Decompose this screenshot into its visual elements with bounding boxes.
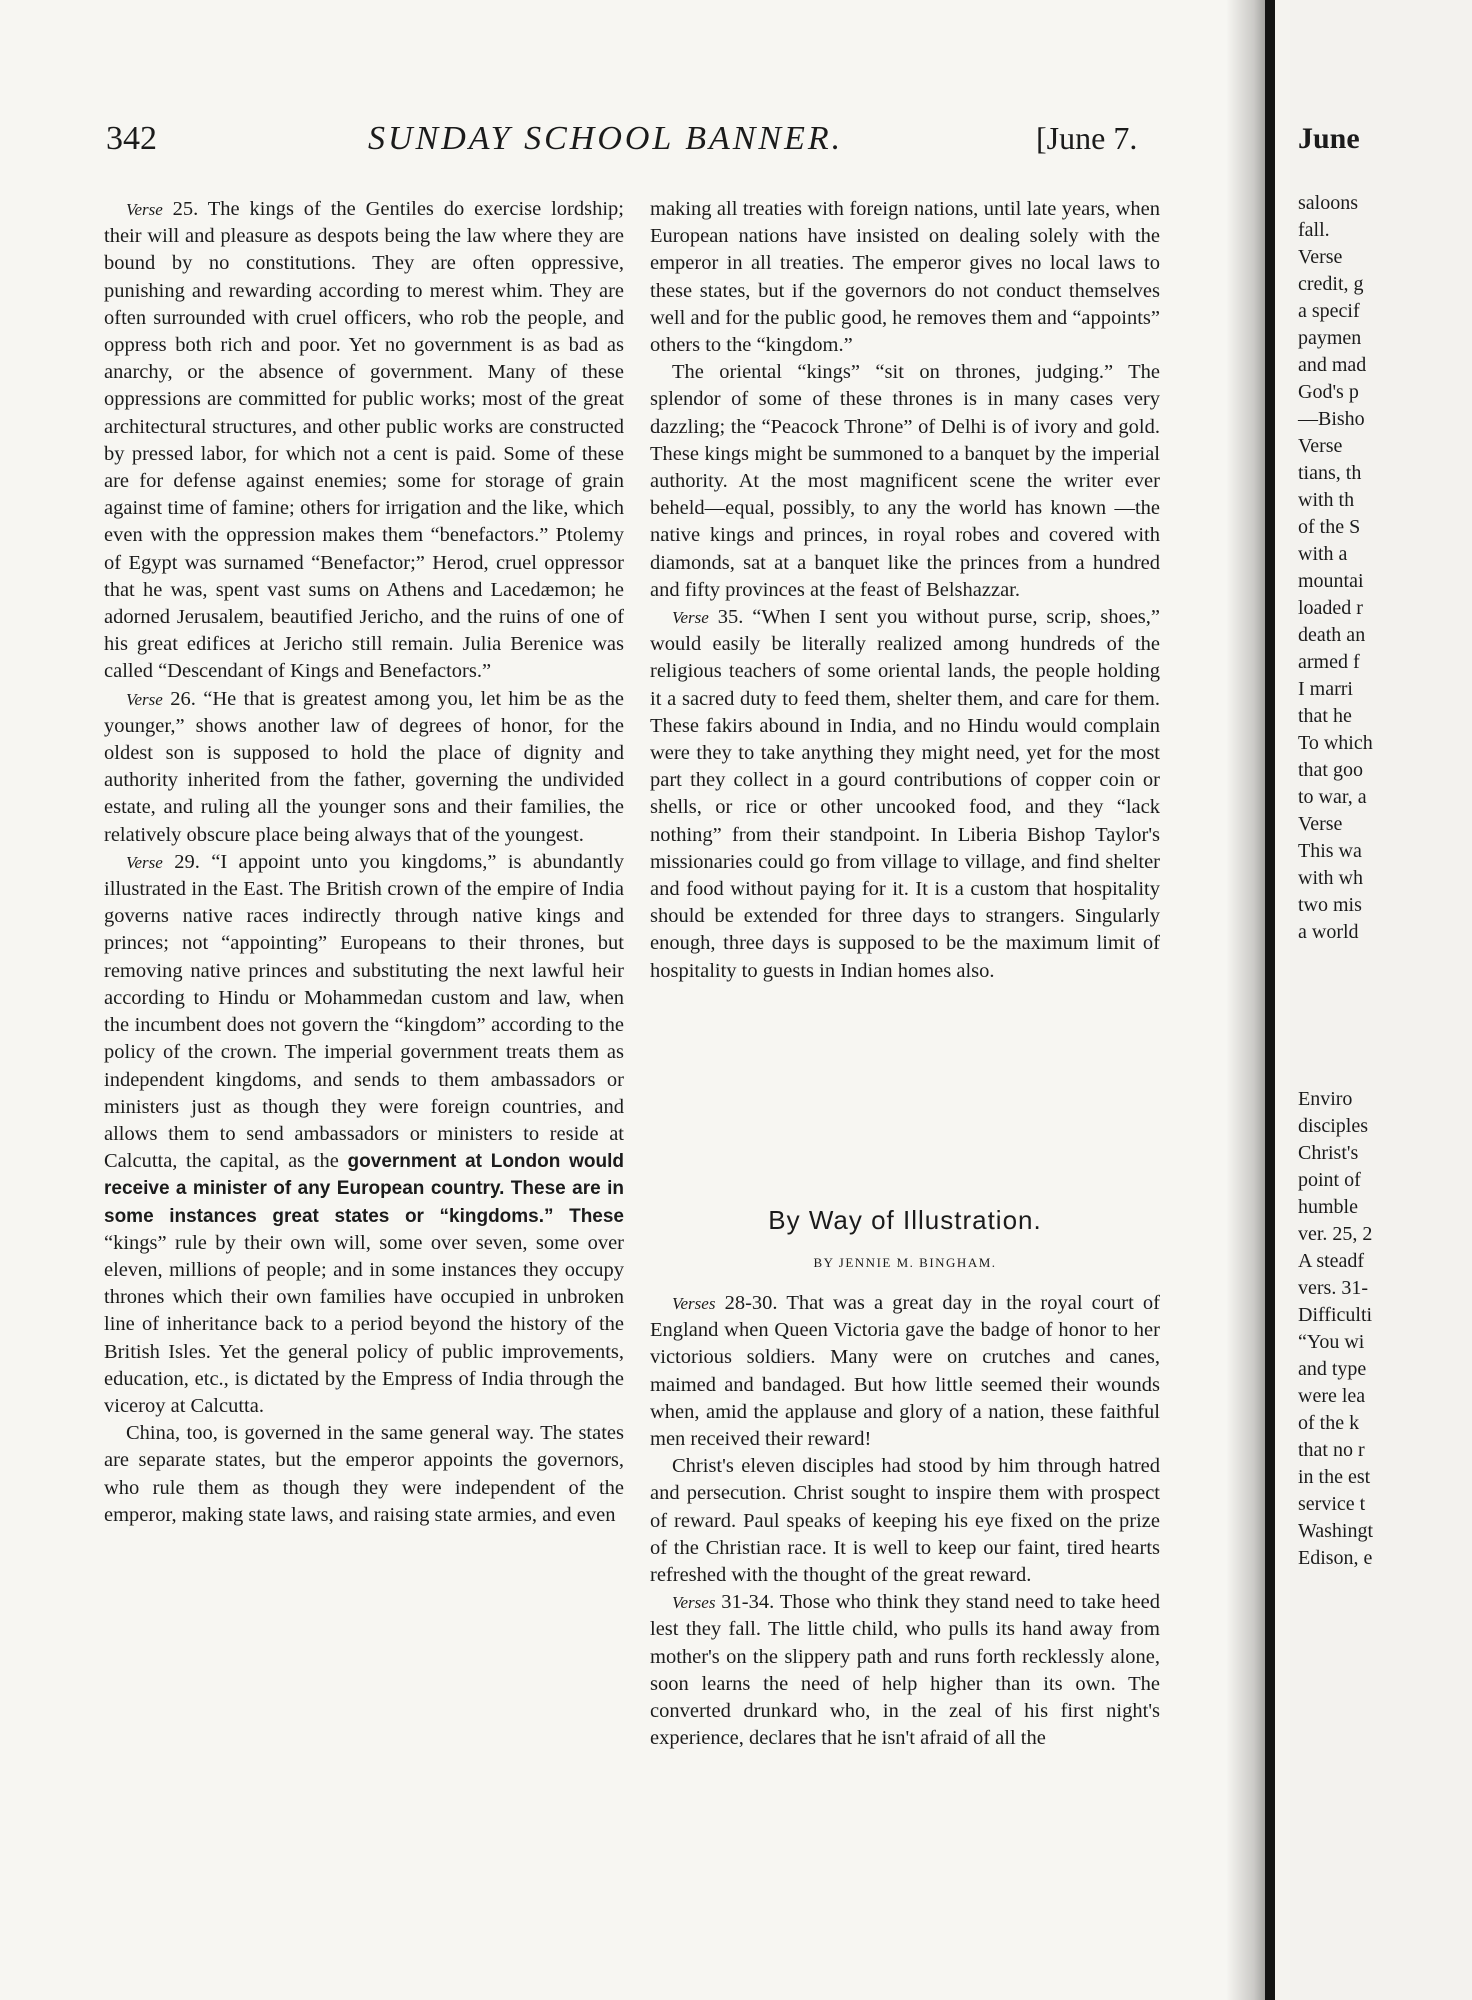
right-page-line: that no r	[1298, 1439, 1365, 1461]
paragraph-text: 31-34. Those who think they stand need to take heed lest they fall. The little child, who pulls its hand away from mother's on the slippery path and runs forth recklessly alone, soon learns the need of help higher than its own. The converted drunkard who, in the zeal of his first night's experience, declares that he isn't afraid of all the	[650, 1591, 1160, 1750]
right-page-line: Verse	[1298, 813, 1343, 835]
paragraph-text: 25. The kings of the Gentiles do exercise lordship; their will and pleasure as despots being the law where they are bound by no constitutions. They are often oppressive, punishing and rewarding according to merest whim. They are often surrounded with cruel officers, who rob the people, and oppress both rich and poor. Yet no government is as bad as anarchy, or the absence of government. Many of these oppressions are committed for public works; most of the great architectural structures, and other public works are constructed by pressed labor, for which not a cent is paid. Some of these are for defense against enemies; some for storage of grain against time of famine; others for irrigation and the like, which even with the oppression makes them “benefactors.” Ptolemy of Egypt was surnamed “Benefactor;” Herod, cruel oppressor that he was, spent vast sums on Athens and Lacedæmon; he adorned Jerusalem, beautified Jericho, and the ruins of one of his great edifices at Jericho still remain. Julia Berenice was called “Descendant of Kings and Benefactors.”	[104, 198, 624, 683]
bold-passage: government at London would receive a minister of any European country. These are in some instances great states or “kingdoms.” These	[104, 1151, 624, 1227]
paragraph-china	[104, 1420, 624, 1529]
right-page-line: —Bisho	[1298, 408, 1365, 430]
right-page-line: with th	[1298, 489, 1355, 511]
right-page-line: This wa	[1298, 840, 1362, 862]
right-page-line: A steadf	[1298, 1250, 1365, 1272]
right-page-line: I marri	[1298, 678, 1353, 700]
right-page-line: saloons	[1298, 192, 1358, 214]
paragraph-text: making all treaties with foreign nations, until late years, when European nations have insisted on dealing solely with the emperor in all treaties. The emperor gives no local laws to these states, but if the governors do not conduct themselves well and for the public good, he removes them and “appoints” others to the “kingdom.”	[650, 198, 1160, 357]
right-page-line: and type	[1298, 1358, 1367, 1380]
paragraph-text: 35. “When I sent you without purse, scrip, shoes,” would easily be literally realized among hundreds of the religious teachers of some oriental lands, the people holding it a sacred duty to feed them, shelter them, and care for them. These fakirs abound in India, and no Hindu would complain were they to take anything they might need, yet for the most part they collect in a gourd contributions of copper coin or shells, or rice or other uncooked food, and they “lack nothing” from their standpoint. In Liberia Bishop Taylor's missionaries could go from village to village, and find shelter and food without paying for it. It is a custom that hospitality should be extended for three days to strangers. Singularly enough, three days is supposed to be the maximum limit of hospitality to guests in Indian homes also.	[650, 606, 1160, 982]
right-page-line: that he	[1298, 705, 1352, 727]
paragraph-verses-28-30	[650, 1290, 1160, 1453]
paragraph-continued	[650, 196, 1160, 359]
right-page-line: To which	[1298, 732, 1373, 754]
paragraph-text: 28-30. That was a great day in the royal court of England when Queen Victoria gave the badge of honor to her victorious soldiers. Many were on crutches and canes, maimed and bandaged. But how little seemed their wounds when, amid the applause and glory of a nation, these faithful men received their reward!	[650, 1292, 1160, 1451]
paragraph-disciples	[650, 1453, 1160, 1589]
right-page-line: Christ's	[1298, 1142, 1359, 1164]
paragraph-text: Christ's eleven disciples had stood by him through hatred and persecution. Christ sought to inspire them with prospect of reward. Paul speaks of keeping his eye fixed on the prize of the Christian race. It is well to keep our faint, tired hearts refreshed with the thought of the great reward.	[650, 1455, 1160, 1587]
book-spine	[1265, 0, 1275, 2000]
right-page-line: death an	[1298, 624, 1366, 646]
right-page-line: of the k	[1298, 1412, 1360, 1434]
right-page-line: Verse	[1298, 435, 1343, 457]
paragraph-verses-31-34	[650, 1589, 1160, 1752]
column-left	[104, 196, 624, 1529]
right-page-line: Washingt	[1298, 1520, 1374, 1542]
right-page-line: and mad	[1298, 354, 1367, 376]
right-page-text-top	[1298, 192, 1472, 948]
right-page-line: ver. 25, 2	[1298, 1223, 1373, 1245]
section-byline: BY JENNIE M. BINGHAM.	[813, 1255, 997, 1270]
page-title: SUNDAY SCHOOL BANNER.	[368, 120, 844, 157]
right-page-line: vers. 31-	[1298, 1277, 1368, 1299]
right-page-line: paymen	[1298, 327, 1362, 349]
right-page-line: two mis	[1298, 894, 1362, 916]
paragraph-verse-35	[650, 604, 1160, 985]
right-page-line: service t	[1298, 1493, 1366, 1515]
right-page-text-bottom	[1298, 1088, 1472, 1574]
right-page-line: loaded r	[1298, 597, 1363, 619]
right-page-line: humble	[1298, 1196, 1358, 1218]
verse-label: Verses	[672, 1593, 716, 1613]
right-page-line: with a	[1298, 543, 1348, 565]
verse-label: Verses	[672, 1294, 716, 1313]
right-page-line: Verse	[1298, 246, 1343, 268]
gutter-shadow	[1226, 0, 1266, 2000]
right-page-line: to war, a	[1298, 786, 1367, 808]
illustration-body	[650, 1290, 1160, 1752]
right-page-line: Edison, e	[1298, 1547, 1373, 1569]
page-date: [June 7.	[1036, 120, 1138, 156]
paragraph-oriental-kings	[650, 359, 1160, 604]
right-page-line: a world	[1298, 921, 1359, 943]
right-page-line: God's p	[1298, 381, 1359, 403]
right-page-line: armed f	[1298, 651, 1360, 673]
right-page-line: fall.	[1298, 219, 1330, 241]
right-page-line: “You wi	[1298, 1331, 1365, 1353]
right-page-line: were lea	[1298, 1385, 1366, 1407]
verse-label: Verse	[126, 689, 163, 709]
right-page-line: in the est	[1298, 1466, 1371, 1488]
right-page	[1290, 0, 1472, 2000]
right-page-line: that goo	[1298, 759, 1363, 781]
section-heading: By Way of Illustration.	[768, 1205, 1042, 1235]
verse-label: Verse	[126, 852, 163, 872]
right-page-line: point of	[1298, 1169, 1361, 1191]
right-page-line: Enviro	[1298, 1088, 1353, 1110]
right-page-line: mountai	[1298, 570, 1364, 592]
paragraph-text: “kings” rule by their own will, some over seven, some over eleven, millions of people; and in some instances they occupy thrones which their own families have occupied in unbroken line of inheritance back to a period beyond the history of the British Isles. Yet the general policy of public improvements, education, etc., is dictated by the Empress of India through the viceroy at Calcutta.	[104, 1231, 624, 1417]
paragraph-verse-26	[104, 686, 624, 849]
verse-label: Verse	[672, 608, 709, 628]
right-page-line: Difficulti	[1298, 1304, 1373, 1326]
right-page-line: disciples	[1298, 1115, 1368, 1137]
verse-label: Verse	[126, 200, 163, 219]
paragraph-text: China, too, is governed in the same general way. The states are separate states, but the emperor appoints the governors, who rule them as though they were independent of the emperor, making state laws, and raising state armies, and even	[104, 1422, 624, 1526]
page-number: 342	[106, 120, 157, 157]
paragraph-verse-29	[104, 849, 624, 1420]
right-page-line: of the S	[1298, 516, 1361, 538]
paragraph-verse-25	[104, 196, 624, 686]
paragraph-text: 29. “I appoint unto you kingdoms,” is abundantly illustrated in the East. The British crown of the empire of India governs native races indirectly through native kings and princes; not “appointing” Europeans to their thrones, but removing native princes and substituting the next lawful heir according to Hindu or Mohammedan custom and law, when the incumbent does not govern the “kingdom” according to the policy of the crown. The imperial government treats them as independent kingdoms, and sends to them ambassadors or ministers just as though they were foreign countries, and allows them to send ambassadors or ministers to reside at Calcutta, the capital, as the	[104, 850, 624, 1173]
right-page-line: tians, th	[1298, 462, 1362, 484]
paragraph-text: The oriental “kings” “sit on thrones, judging.” The splendor of some of these thrones is in many cases very dazzling; the “Peacock Throne” of Delhi is of ivory and gold. These kings might be summoned to a banquet by the imperial authority. At the most magnificent scene the writer ever beheld—equal, possibly, to any the world has known —the native kings and princes, in royal robes and covered with diamonds, sat at a banquet like the princes from a hundred and fifty provinces at the feast of Belshazzar.	[650, 361, 1160, 601]
right-page-header: June	[1298, 122, 1360, 155]
right-page-line: with wh	[1298, 867, 1363, 889]
paragraph-text: 26. “He that is greatest among you, let him be as the younger,” shows another law of degrees of honor, for the oldest son is supposed to hold the place of dignity and authority inherited from the father, governing the undivided estate, and ruling all the younger sons and their families, the relatively obscure place being always that of the youngest.	[104, 687, 624, 846]
column-right	[650, 196, 1160, 985]
right-page-line: a specif	[1298, 300, 1360, 322]
right-page-line: credit, g	[1298, 273, 1364, 295]
